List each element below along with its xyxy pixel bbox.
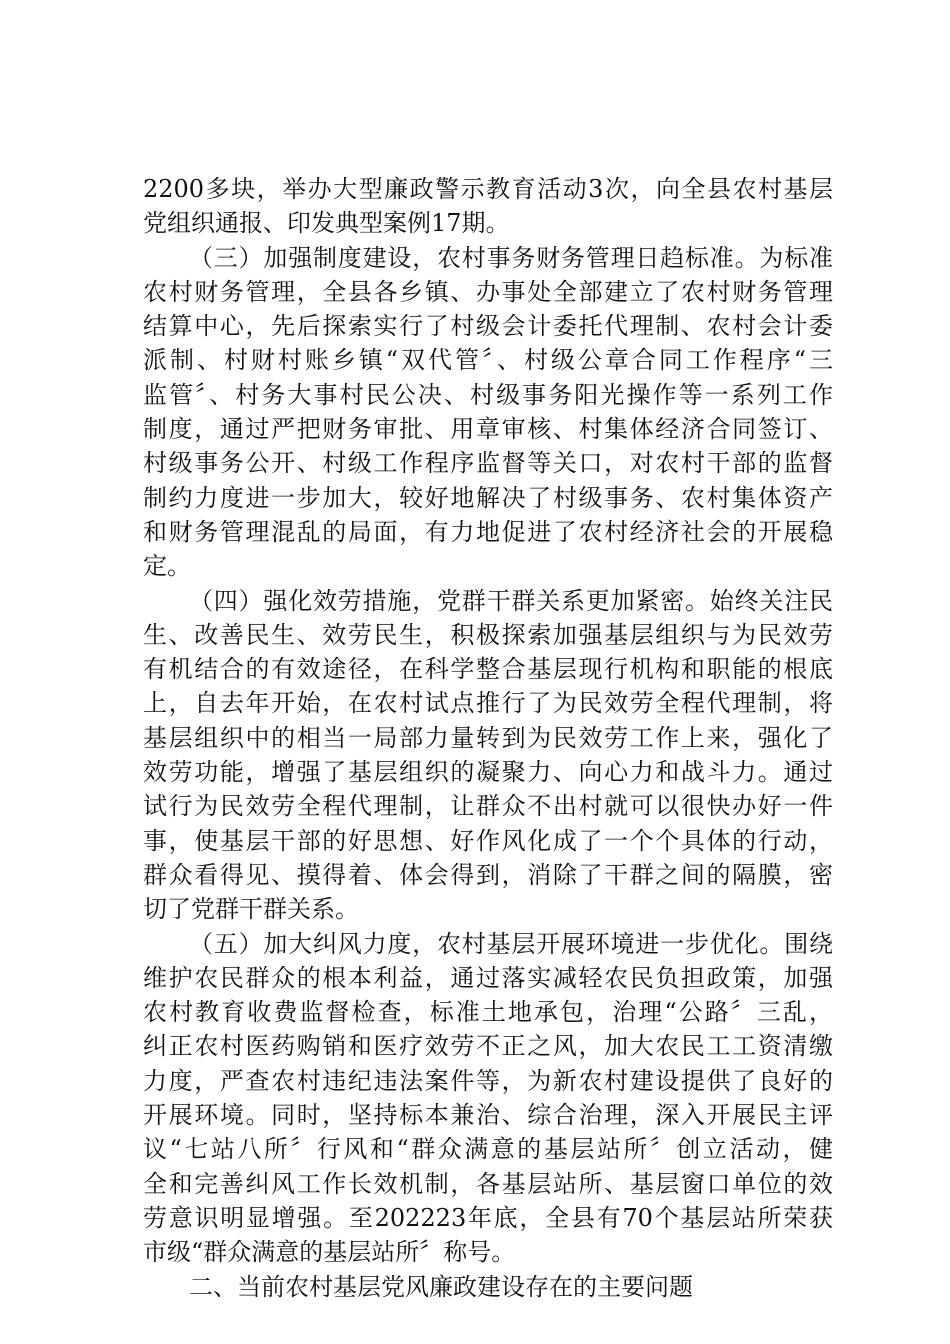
text-line: 效劳功能，增强了基层组织的凝聚力、向心力和战斗力。通过 [143, 758, 833, 787]
text-line: 维护农民群众的根本利益，通过落实减轻农民负担政策，加强 [143, 963, 833, 992]
text-line: 上，自去年开始，在农村试点推行了为民效劳全程代理制，将 [143, 689, 833, 718]
text-line: 制约力度进一步加大，较好地解决了村级事务、农村集体资产 [143, 483, 833, 512]
text-line: 群众看得见、摸得着、体会得到，消除了干群之间的隔膜，密 [143, 860, 833, 889]
text-line: 全和完善纠风工作长效机制，各基层站所、基层窗口单位的效 [143, 1169, 833, 1198]
text-line: 基层组织中的相当一局部力量转到为民效劳工作上来，强化了 [143, 723, 833, 752]
text-line: 二、当前农村基层党风廉政建设存在的主要问题 [189, 1272, 693, 1301]
text-line: 派制、村财村账乡镇“双代管〞、村级公章合同工作程序“三 [143, 346, 833, 375]
text-line: 市级“群众满意的基层站所〞称号。 [143, 1238, 516, 1267]
text-line: 力度，严查农村违纪违法案件等，为新农村建设提供了良好的 [143, 1066, 833, 1095]
text-line: 监管〞、村务大事村民公决、村级事务阳光操作等一系列工作 [143, 380, 833, 409]
text-line: 农村财务管理，全县各乡镇、办事处全部建立了农村财务管理 [143, 277, 833, 306]
text-line: 村级事务公开、村级工作程序监督等关口，对农村干部的监督 [143, 449, 833, 478]
document-body [143, 172, 833, 1304]
text-line: 农村教育收费监督检查，标准土地承包，治理“公路〞三乱， [143, 998, 833, 1027]
text-line: （三）加强制度建设，农村事务财务管理日趋标准。为标准 [189, 243, 833, 272]
text-line: 制度，通过严把财务审批、用章审核、村集体经济合同签订、 [143, 415, 833, 444]
text-line: 切了党群干群关系。 [143, 895, 359, 924]
text-line: 劳意识明显增强。至202223年底，全县有70个基层站所荣获 [143, 1203, 833, 1232]
text-line: 纠正农村医药购销和医疗效劳不正之风，加大农民工工资清缴 [143, 1032, 833, 1061]
text-line: 和财务管理混乱的局面，有力地促进了农村经济社会的开展稳 [143, 517, 833, 546]
text-line: 有机结合的有效途径，在科学整合基层现行机构和职能的根底 [143, 655, 833, 684]
text-line: （四）强化效劳措施，党群干群关系更加紧密。始终关注民 [189, 586, 833, 615]
text-line: 议“七站八所〞行风和“群众满意的基层站所〞创立活动，健 [143, 1135, 833, 1164]
text-line: 结算中心，先后探索实行了村级会计委托代理制、农村会计委 [143, 312, 833, 341]
text-line: 党组织通报、印发典型案例17期。 [143, 209, 510, 238]
text-line: 2200多块，举办大型廉政警示教育活动3次，向全县农村基层 [143, 175, 833, 203]
text-line: （五）加大纠风力度，农村基层开展环境进一步优化。围绕 [189, 929, 833, 958]
text-line: 生、改善民生、效劳民生，积极探索加强基层组织与为民效劳 [143, 620, 833, 649]
text-line: 定。 [143, 552, 191, 581]
text-line: 事，使基层干部的好思想、好作风化成了一个个具体的行动， [143, 826, 833, 855]
text-line: 试行为民效劳全程代理制，让群众不出村就可以很快办好一件 [143, 792, 833, 821]
text-line: 开展环境。同时，坚持标本兼治、综合治理，深入开展民主评 [143, 1101, 833, 1130]
